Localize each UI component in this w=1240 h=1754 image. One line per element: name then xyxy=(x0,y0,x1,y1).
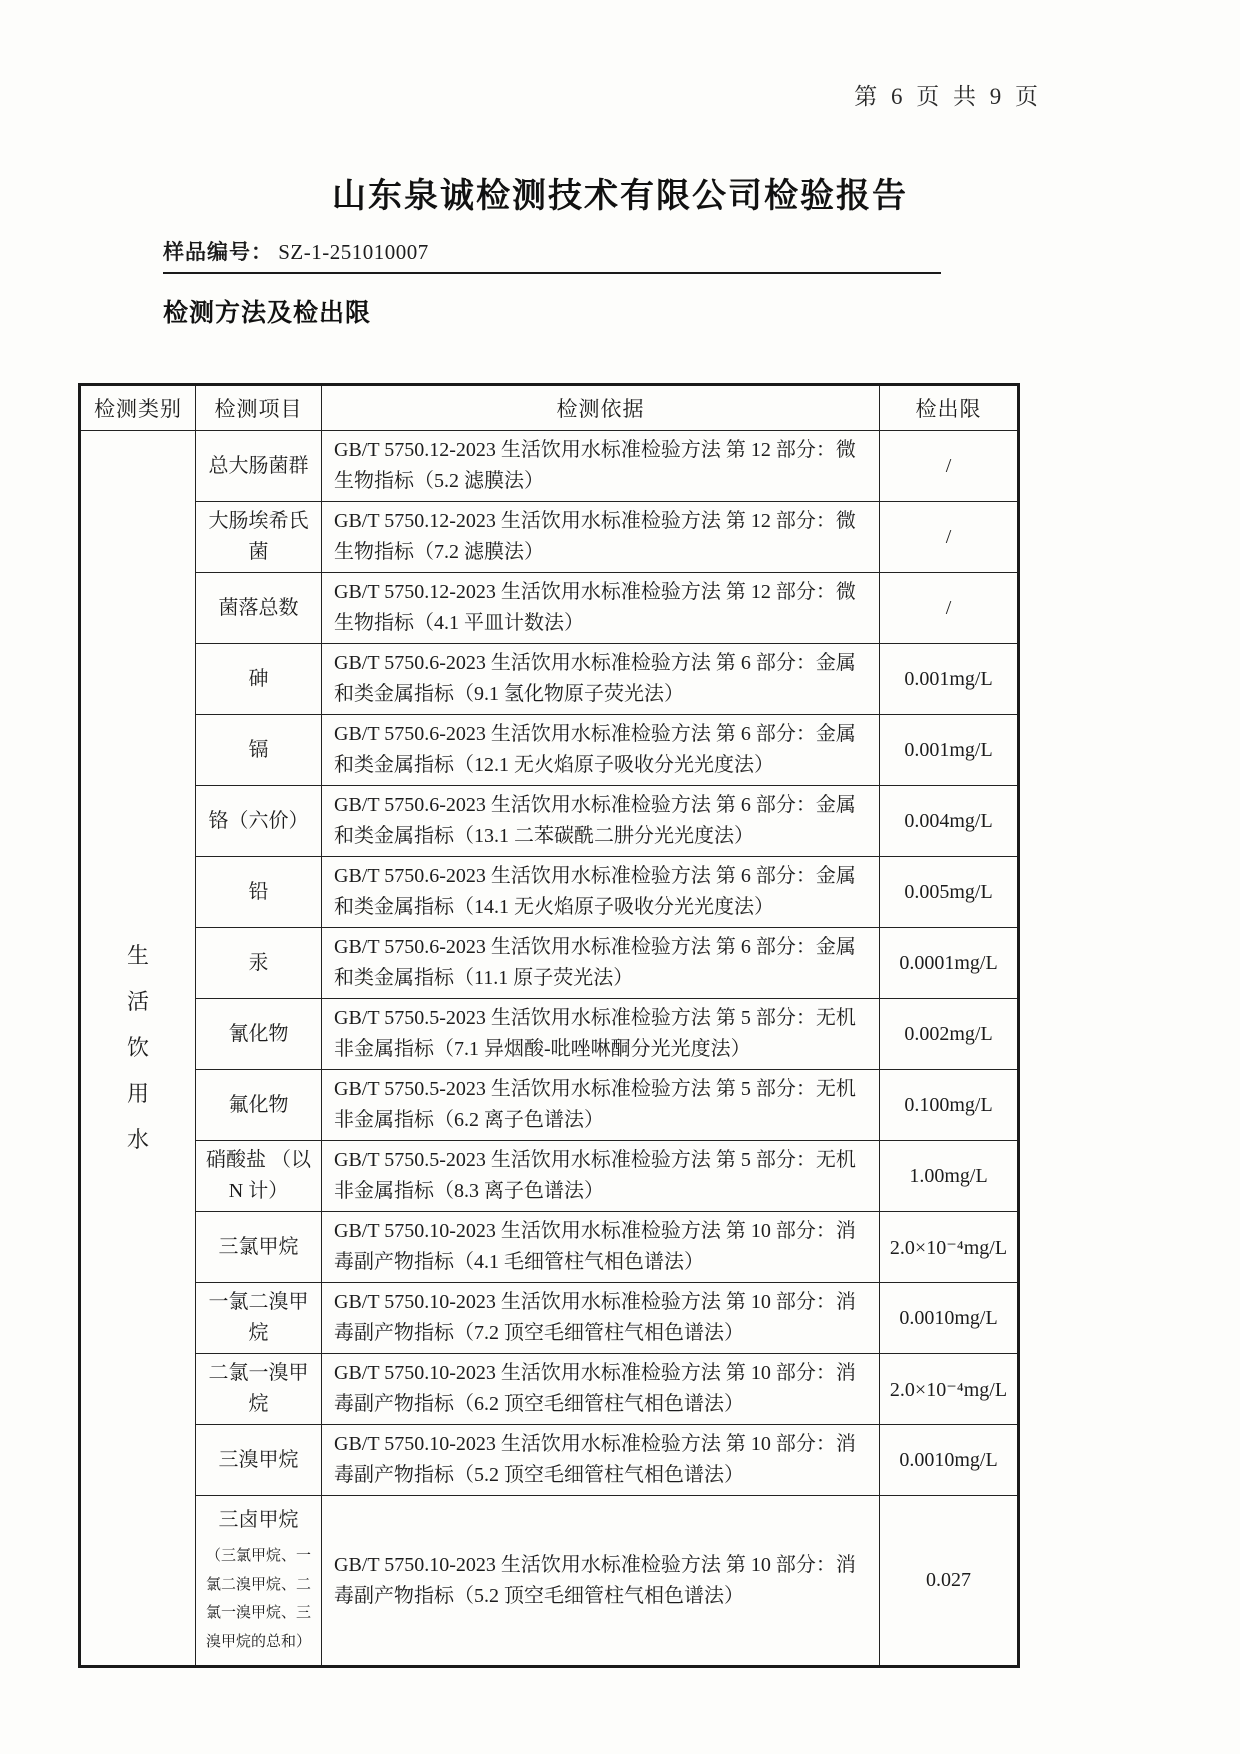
limit-cell: 0.100mg/L xyxy=(880,1070,1019,1141)
limit-cell: 0.005mg/L xyxy=(880,857,1019,928)
basis-cell: GB/T 5750.10-2023 生活饮用水标准检验方法 第 10 部分：消毒副产物指标（6.2 顶空毛细管柱气相色谱法） xyxy=(322,1354,880,1425)
table-row xyxy=(80,1283,1019,1354)
item-name: 二氯一溴甲烷 xyxy=(208,1362,309,1415)
item-name: 总大肠菌群 xyxy=(208,454,309,477)
limit-cell: / xyxy=(880,573,1019,644)
item-cell xyxy=(196,1141,322,1212)
table-row xyxy=(80,573,1019,644)
table-row xyxy=(80,786,1019,857)
section-heading: 检测方法及检出限 xyxy=(163,299,372,327)
limit-cell: 2.0×10⁻⁴mg/L xyxy=(880,1212,1019,1283)
item-name: 氟化物 xyxy=(228,1093,289,1116)
basis-cell: GB/T 5750.5-2023 生活饮用水标准检验方法 第 5 部分：无机非金属指标（7.1 异烟酸-吡唑啉酮分光光度法） xyxy=(322,999,880,1070)
item-note: （三氯甲烷、一氯二溴甲烷、二氯一溴甲烷、三溴甲烷的总和） xyxy=(205,1548,311,1650)
limit-cell: 0.0010mg/L xyxy=(880,1425,1019,1496)
table-row xyxy=(80,1354,1019,1425)
header-category: 检测类别 xyxy=(80,385,196,431)
item-name: 硝酸盐 （以 N 计） xyxy=(206,1149,311,1202)
basis-cell: GB/T 5750.6-2023 生活饮用水标准检验方法 第 6 部分：金属和类金属指标（14.1 无火焰原子吸收分光光度法） xyxy=(322,857,880,928)
table-row xyxy=(80,857,1019,928)
item-name: 铬（六价） xyxy=(208,809,309,832)
basis-cell: GB/T 5750.10-2023 生活饮用水标准检验方法 第 10 部分：消毒副产物指标（5.2 顶空毛细管柱气相色谱法） xyxy=(322,1496,880,1667)
limit-cell: 1.00mg/L xyxy=(880,1141,1019,1212)
basis-cell: GB/T 5750.10-2023 生活饮用水标准检验方法 第 10 部分：消毒副产物指标（7.2 顶空毛细管柱气相色谱法） xyxy=(322,1283,880,1354)
sample-number-value: SZ-1-251010007 xyxy=(278,240,429,264)
table-row xyxy=(80,502,1019,573)
item-name: 大肠埃希氏菌 xyxy=(208,510,309,563)
table-row xyxy=(80,1496,1019,1667)
limit-cell: / xyxy=(880,431,1019,502)
item-cell xyxy=(196,431,322,502)
limit-cell: 2.0×10⁻⁴mg/L xyxy=(880,1354,1019,1425)
sample-number-label: 样品编号： xyxy=(163,241,273,264)
limit-cell: 0.001mg/L xyxy=(880,715,1019,786)
item-cell xyxy=(196,573,322,644)
item-cell xyxy=(196,786,322,857)
table-row xyxy=(80,999,1019,1070)
item-cell xyxy=(196,857,322,928)
limit-cell: 0.002mg/L xyxy=(880,999,1019,1070)
item-name: 三卤甲烷 xyxy=(218,1509,299,1531)
table-row xyxy=(80,1212,1019,1283)
methods-table-body xyxy=(80,431,1019,1667)
basis-cell: GB/T 5750.12-2023 生活饮用水标准检验方法 第 12 部分：微生物指标（7.2 滤膜法） xyxy=(322,502,880,573)
item-cell xyxy=(196,1425,322,1496)
basis-cell: GB/T 5750.6-2023 生活饮用水标准检验方法 第 6 部分：金属和类金属指标（11.1 原子荧光法） xyxy=(322,928,880,999)
item-name: 菌落总数 xyxy=(218,596,299,619)
basis-cell: GB/T 5750.5-2023 生活饮用水标准检验方法 第 5 部分：无机非金属指标（8.3 离子色谱法） xyxy=(322,1141,880,1212)
table-row xyxy=(80,644,1019,715)
item-name: 砷 xyxy=(248,667,269,690)
basis-cell: GB/T 5750.10-2023 生活饮用水标准检验方法 第 10 部分：消毒副产物指标（4.1 毛细管柱气相色谱法） xyxy=(322,1212,880,1283)
item-name: 三氯甲烷 xyxy=(218,1235,299,1258)
item-cell xyxy=(196,1212,322,1283)
item-cell xyxy=(196,1496,322,1667)
page-number: 第 6 页 共 9 页 xyxy=(854,84,1042,109)
header-limit: 检出限 xyxy=(880,385,1019,431)
item-name: 三溴甲烷 xyxy=(218,1448,299,1471)
item-cell xyxy=(196,644,322,715)
table-row xyxy=(80,1141,1019,1212)
item-name: 镉 xyxy=(248,738,269,761)
item-cell xyxy=(196,715,322,786)
table-row xyxy=(80,715,1019,786)
item-cell xyxy=(196,502,322,573)
limit-cell: 0.0010mg/L xyxy=(880,1283,1019,1354)
item-name: 一氯二溴甲烷 xyxy=(208,1291,309,1344)
basis-cell: GB/T 5750.12-2023 生活饮用水标准检验方法 第 12 部分：微生物指标（5.2 滤膜法） xyxy=(322,431,880,502)
sample-number-line xyxy=(163,236,941,274)
item-cell xyxy=(196,1070,322,1141)
header-item: 检测项目 xyxy=(196,385,322,431)
header-basis: 检测依据 xyxy=(322,385,880,431)
table-row xyxy=(80,1070,1019,1141)
item-cell xyxy=(196,1283,322,1354)
category-vertical-text: 生活饮用水 xyxy=(126,942,149,1153)
basis-cell: GB/T 5750.12-2023 生活饮用水标准检验方法 第 12 部分：微生物指标（4.1 平皿计数法） xyxy=(322,573,880,644)
table-row xyxy=(80,928,1019,999)
item-name: 氰化物 xyxy=(228,1022,289,1045)
category-cell xyxy=(80,431,196,1667)
basis-cell: GB/T 5750.6-2023 生活饮用水标准检验方法 第 6 部分：金属和类金属指标（13.1 二苯碳酰二肼分光光度法） xyxy=(322,786,880,857)
item-cell xyxy=(196,1354,322,1425)
limit-cell: 0.004mg/L xyxy=(880,786,1019,857)
table-row xyxy=(80,431,1019,502)
table-header-row xyxy=(80,385,1019,431)
basis-cell: GB/T 5750.10-2023 生活饮用水标准检验方法 第 10 部分：消毒副产物指标（5.2 顶空毛细管柱气相色谱法） xyxy=(322,1425,880,1496)
limit-cell: / xyxy=(880,502,1019,573)
basis-cell: GB/T 5750.5-2023 生活饮用水标准检验方法 第 5 部分：无机非金属指标（6.2 离子色谱法） xyxy=(322,1070,880,1141)
limit-cell: 0.001mg/L xyxy=(880,644,1019,715)
limit-cell: 0.0001mg/L xyxy=(880,928,1019,999)
item-name: 汞 xyxy=(248,951,269,974)
table-row xyxy=(80,1425,1019,1496)
basis-cell: GB/T 5750.6-2023 生活饮用水标准检验方法 第 6 部分：金属和类金属指标（9.1 氢化物原子荧光法） xyxy=(322,644,880,715)
item-name: 铅 xyxy=(248,880,269,903)
basis-cell: GB/T 5750.6-2023 生活饮用水标准检验方法 第 6 部分：金属和类金属指标（12.1 无火焰原子吸收分光光度法） xyxy=(322,715,880,786)
item-cell xyxy=(196,999,322,1070)
limit-cell: 0.027 xyxy=(880,1496,1019,1667)
methods-table xyxy=(78,383,1020,1668)
report-title: 山东泉诚检测技术有限公司检验报告 xyxy=(332,177,908,215)
item-cell xyxy=(196,928,322,999)
